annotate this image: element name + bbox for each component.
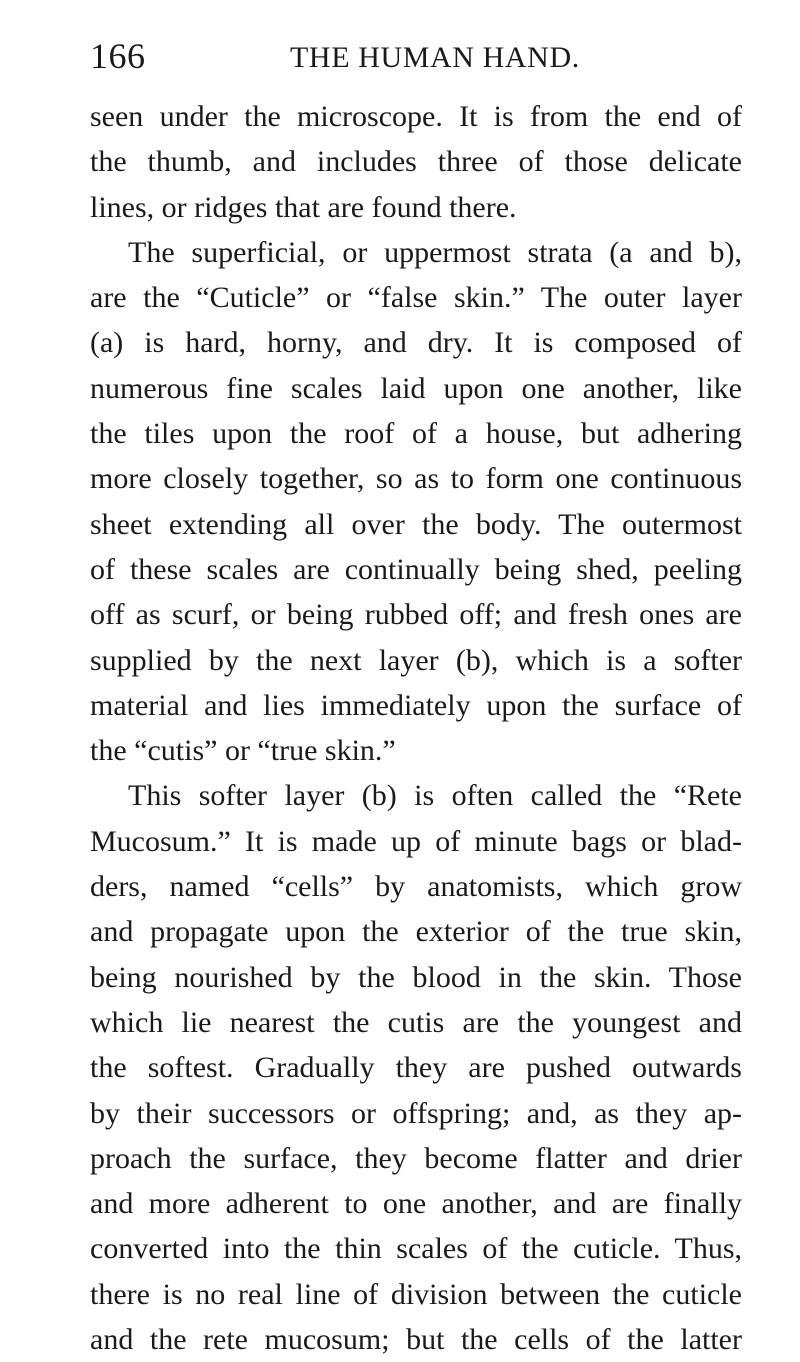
text-line-26: converted into the thin scales of the cuticle. Thus, bbox=[90, 1232, 742, 1266]
text-line-16: This softer layer (b) is often called the “Rete bbox=[128, 779, 742, 813]
text-line-6: (a) is hard, horny, and dry. It is composed of bbox=[90, 326, 742, 360]
text-line-28: and the rete mucosum; but the cells of the latter bbox=[90, 1323, 742, 1357]
text-line-12: off as scurf, or being rubbed off; and fresh ones are bbox=[90, 598, 742, 632]
text-line-3: lines, or ridges that are found there. bbox=[90, 190, 517, 224]
text-line-20: being nourished by the blood in the skin. Those bbox=[90, 960, 742, 994]
text-line-25: and more adherent to one another, and are finally bbox=[90, 1187, 742, 1221]
text-line-27: there is no real line of division between the cuticle bbox=[90, 1277, 742, 1311]
text-line-19: and propagate upon the exterior of the true skin, bbox=[90, 915, 742, 949]
text-line-1: seen under the microscope. It is from the end of bbox=[90, 100, 742, 133]
text-line-9: more closely together, so as to form one continuous bbox=[90, 462, 742, 496]
running-title: THE HUMAN HAND. bbox=[290, 41, 580, 74]
text-line-23: by their successors or offspring; and, as they ap- bbox=[90, 1096, 742, 1130]
text-line-4: The superficial, or uppermost strata (a and b), bbox=[128, 235, 742, 269]
text-line-18: ders, named “cells” by anatomists, which grow bbox=[90, 870, 742, 904]
text-line-21: which lie nearest the cutis are the youngest and bbox=[90, 1005, 742, 1039]
body-text bbox=[90, 94, 742, 1362]
text-line-2: the thumb, and includes three of those delicate bbox=[90, 145, 742, 179]
text-line-7: numerous fine scales laid upon one another, like bbox=[90, 371, 742, 405]
text-line-11: of these scales are continually being shed, peeling bbox=[90, 552, 742, 586]
text-line-17: Mucosum.” It is made up of minute bags or blad- bbox=[90, 824, 742, 858]
text-line-15: the “cutis” or “true skin.” bbox=[90, 734, 396, 768]
text-line-5: are the “Cuticle” or “false skin.” The outer layer bbox=[90, 281, 742, 315]
text-line-8: the tiles upon the roof of a house, but adhering bbox=[90, 417, 742, 451]
text-line-24: proach the surface, they become flatter and drier bbox=[90, 1141, 742, 1175]
text-line-13: supplied by the next layer (b), which is a softer bbox=[90, 643, 742, 677]
page-number: 166 bbox=[90, 36, 146, 76]
text-line-14: material and lies immediately upon the surface of bbox=[90, 688, 742, 722]
text-line-22: the softest. Gradually they are pushed outwards bbox=[90, 1051, 742, 1085]
text-line-10: sheet extending all over the body. The outermost bbox=[90, 507, 742, 541]
running-head bbox=[90, 34, 742, 78]
